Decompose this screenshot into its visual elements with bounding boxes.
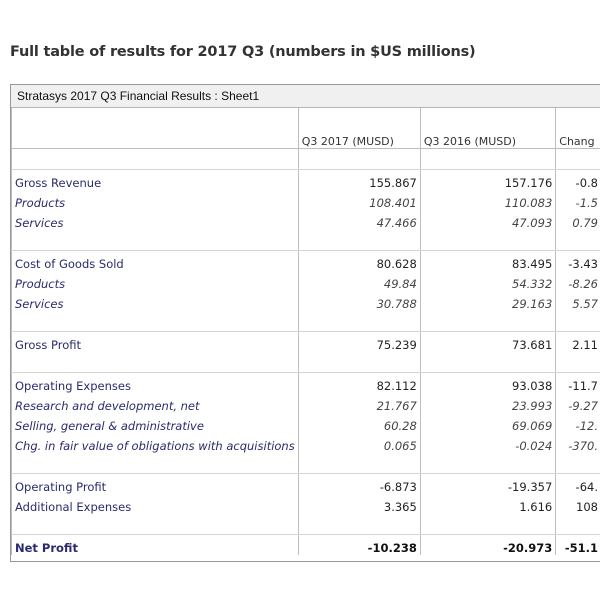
spacer-row bbox=[12, 311, 600, 332]
table-row bbox=[12, 271, 600, 291]
cell-change[interactable]: 5.57 bbox=[556, 291, 600, 311]
spacer-row bbox=[12, 149, 600, 170]
table-row bbox=[12, 433, 600, 453]
cell-change[interactable]: -11.7 bbox=[556, 373, 600, 394]
cell-change[interactable]: -3.43 bbox=[556, 251, 600, 272]
cell-q3-2016[interactable]: 29.163 bbox=[420, 291, 555, 311]
cell-q3-2016[interactable]: 157.176 bbox=[420, 170, 555, 191]
cell-change[interactable]: -64. bbox=[556, 474, 600, 495]
spreadsheet-frame bbox=[10, 84, 600, 562]
cell-q3-2016[interactable]: 54.332 bbox=[420, 271, 555, 291]
cell-q3-2017[interactable]: 80.628 bbox=[298, 251, 420, 272]
row-label[interactable]: Net Profit bbox=[12, 535, 299, 556]
table-row bbox=[12, 535, 600, 556]
cell-q3-2016[interactable]: 47.093 bbox=[420, 210, 555, 230]
table-row bbox=[12, 393, 600, 413]
cell-q3-2017[interactable]: 75.239 bbox=[298, 332, 420, 353]
cell-q3-2016[interactable]: -20.973 bbox=[420, 535, 555, 556]
row-label[interactable]: Chg. in fair value of obligations with acquisitions bbox=[12, 433, 299, 453]
row-label[interactable]: Cost of Goods Sold bbox=[12, 251, 299, 272]
table-row bbox=[12, 332, 600, 353]
cell-q3-2016[interactable]: 73.681 bbox=[420, 332, 555, 353]
spreadsheet-sheet[interactable] bbox=[11, 108, 600, 561]
table-row bbox=[12, 494, 600, 514]
table-row bbox=[12, 413, 600, 433]
cell-q3-2017[interactable]: -10.238 bbox=[298, 535, 420, 556]
cell-change[interactable]: -370. bbox=[556, 433, 600, 453]
header-cell-q3-2017[interactable]: Q3 2017 (MUSD) bbox=[298, 128, 420, 149]
cell-q3-2016[interactable]: -19.357 bbox=[420, 474, 555, 495]
cell-q3-2016[interactable]: 1.616 bbox=[420, 494, 555, 514]
row-label[interactable]: Operating Profit bbox=[12, 474, 299, 495]
row-label[interactable]: Services bbox=[12, 210, 299, 230]
cell-q3-2017[interactable]: 49.84 bbox=[298, 271, 420, 291]
cell-q3-2017[interactable]: 47.466 bbox=[298, 210, 420, 230]
spacer-row bbox=[12, 453, 600, 474]
table-row bbox=[12, 373, 600, 394]
results-table bbox=[11, 108, 600, 555]
cell-q3-2017[interactable]: 60.28 bbox=[298, 413, 420, 433]
cell-q3-2017[interactable]: 0.065 bbox=[298, 433, 420, 453]
row-label[interactable]: Selling, general & administrative bbox=[12, 413, 299, 433]
cell-q3-2016[interactable]: 93.038 bbox=[420, 373, 555, 394]
cell-change[interactable]: -12. bbox=[556, 413, 600, 433]
cell-q3-2017[interactable]: 3.365 bbox=[298, 494, 420, 514]
cell-change[interactable]: -9.27 bbox=[556, 393, 600, 413]
row-label[interactable]: Services bbox=[12, 291, 299, 311]
spreadsheet-title-bar: Stratasys 2017 Q3 Financial Results : Sheet1 bbox=[11, 85, 600, 108]
cell-q3-2016[interactable]: 23.993 bbox=[420, 393, 555, 413]
cell-q3-2016[interactable]: 69.069 bbox=[420, 413, 555, 433]
cell-q3-2016[interactable]: 110.083 bbox=[420, 190, 555, 210]
cell-change[interactable]: -51.1 bbox=[556, 535, 600, 556]
cell-change[interactable]: 108 bbox=[556, 494, 600, 514]
table-cell[interactable] bbox=[556, 108, 600, 128]
header-cell-q3-2016[interactable]: Q3 2016 (MUSD) bbox=[420, 128, 555, 149]
cell-q3-2017[interactable]: 21.767 bbox=[298, 393, 420, 413]
header-row bbox=[12, 128, 600, 149]
row-label[interactable]: Gross Profit bbox=[12, 332, 299, 353]
cell-q3-2017[interactable]: 108.401 bbox=[298, 190, 420, 210]
row-label[interactable]: Gross Revenue bbox=[12, 170, 299, 191]
table-row bbox=[12, 190, 600, 210]
cell-q3-2017[interactable]: 82.112 bbox=[298, 373, 420, 394]
table-row bbox=[12, 291, 600, 311]
cell-q3-2016[interactable]: 83.495 bbox=[420, 251, 555, 272]
cell-change[interactable]: -8.26 bbox=[556, 271, 600, 291]
cell-change[interactable]: -0.8 bbox=[556, 170, 600, 191]
table-cell[interactable] bbox=[12, 108, 299, 128]
cell-q3-2016[interactable]: -0.024 bbox=[420, 433, 555, 453]
row-label[interactable]: Research and development, net bbox=[12, 393, 299, 413]
table-row bbox=[12, 474, 600, 495]
cell-q3-2017[interactable]: -6.873 bbox=[298, 474, 420, 495]
cell-change[interactable]: 0.79 bbox=[556, 210, 600, 230]
row-label[interactable]: Additional Expenses bbox=[12, 494, 299, 514]
table-row bbox=[12, 210, 600, 230]
table-cell[interactable] bbox=[298, 108, 420, 128]
table-row bbox=[12, 251, 600, 272]
header-cell-label[interactable] bbox=[12, 128, 299, 149]
table-row bbox=[12, 170, 600, 191]
spacer-row bbox=[12, 352, 600, 373]
page-title: Full table of results for 2017 Q3 (numbers in $US millions) bbox=[10, 44, 476, 60]
table-row bbox=[12, 108, 600, 128]
row-label[interactable]: Products bbox=[12, 190, 299, 210]
spacer-row bbox=[12, 230, 600, 251]
spacer-row bbox=[12, 514, 600, 535]
header-cell-change[interactable]: Chang bbox=[556, 128, 600, 149]
row-label[interactable]: Operating Expenses bbox=[12, 373, 299, 394]
cell-change[interactable]: -1.5 bbox=[556, 190, 600, 210]
row-label[interactable]: Products bbox=[12, 271, 299, 291]
table-cell[interactable] bbox=[420, 108, 555, 128]
cell-q3-2017[interactable]: 155.867 bbox=[298, 170, 420, 191]
cell-change[interactable]: 2.11 bbox=[556, 332, 600, 353]
cell-q3-2017[interactable]: 30.788 bbox=[298, 291, 420, 311]
